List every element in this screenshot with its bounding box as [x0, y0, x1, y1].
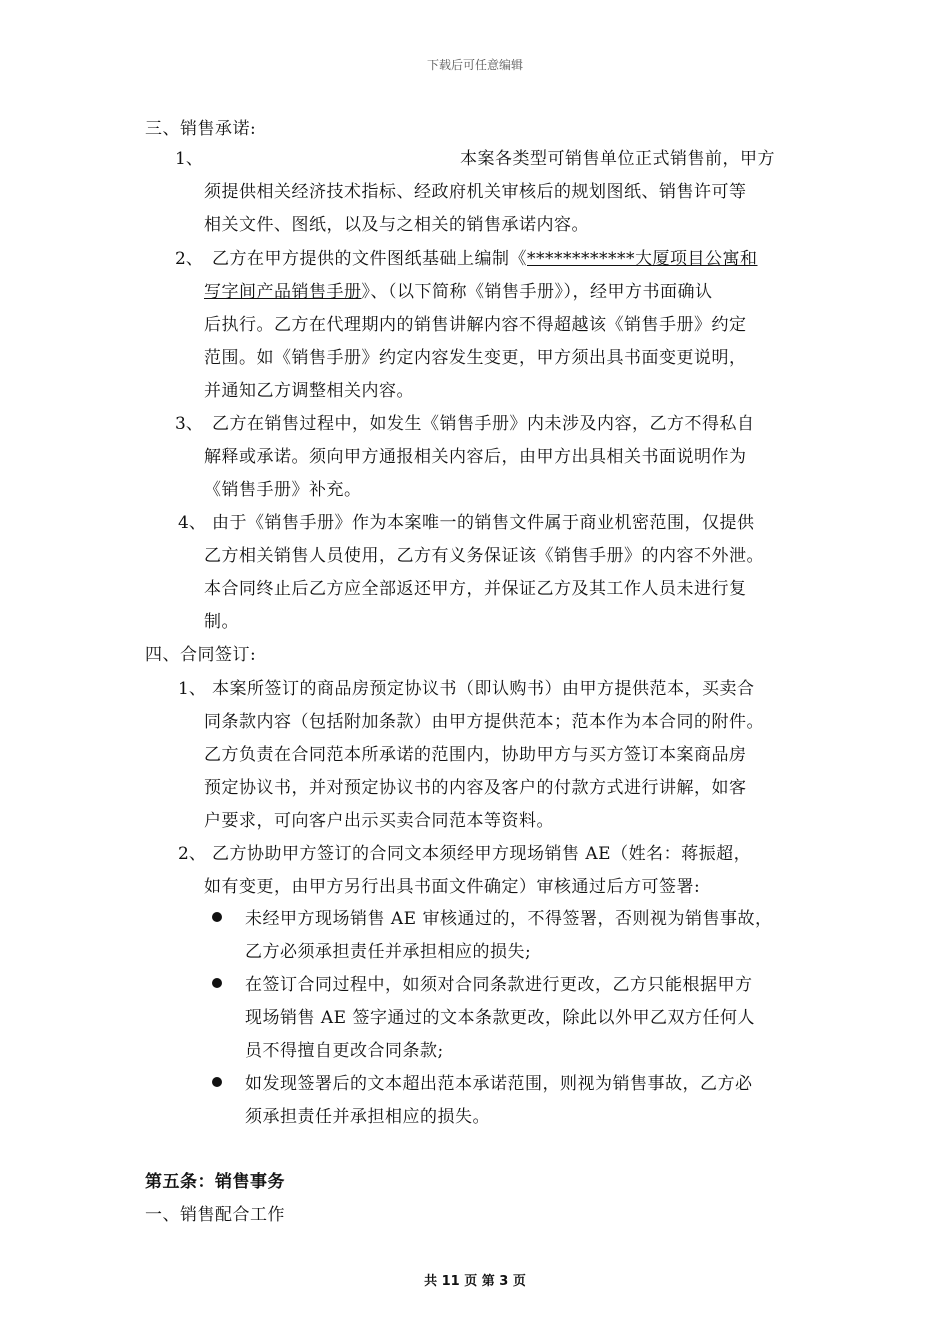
paragraph-line: 乙方在销售过程中，如发生《销售手册》内未涉及内容，乙方不得私自 [212, 414, 755, 434]
bullet-line: 员不得擅自更改合同条款; [245, 1041, 444, 1061]
item-number: 2、 [175, 249, 203, 269]
article-heading: 第五条：销售事务 [145, 1172, 285, 1192]
bullet-icon [212, 978, 222, 988]
section-heading: 三、销售承诺: [145, 119, 257, 139]
item-number: 3、 [175, 414, 203, 434]
section-heading: 一、销售配合工作 [145, 1205, 285, 1225]
paragraph-line: 由于《销售手册》作为本案唯一的销售文件属于商业机密范围，仅提供 [212, 513, 755, 533]
paragraph-line: 乙方协助甲方签订的合同文本须经甲方现场销售 AE（姓名：蒋振超， [212, 844, 752, 864]
item-number: 2、 [178, 844, 206, 864]
bullet-line: 现场销售 AE 签字通过的文本条款更改，除此以外甲乙双方任何人 [245, 1008, 755, 1028]
paragraph-line: 本案所签订的商品房预定协议书（即认购书）由甲方提供范本，买卖合 [212, 679, 755, 699]
paragraph-line: 本案各类型可销售单位正式销售前，甲方 [460, 149, 775, 169]
bullet-line: 乙方必须承担责任并承担相应的损失; [245, 942, 532, 962]
item-number: 4、 [178, 513, 206, 533]
manual-title-underlined: ************大厦项目公寓和 [527, 249, 758, 269]
paragraph-line: 同条款内容（包括附加条款）由甲方提供范本；范本作为本合同的附件。 [204, 712, 764, 732]
paragraph-line: 制。 [204, 612, 239, 632]
paragraph-line: 相关文件、图纸，以及与之相关的销售承诺内容。 [204, 215, 589, 235]
paragraph-line: 范围。如《销售手册》约定内容发生变更，甲方须出具书面变更说明， [204, 348, 747, 368]
paragraph-line: 乙方负责在合同范本所承诺的范围内，协助甲方与买方签订本案商品房 [204, 745, 747, 765]
paragraph-line: 乙方在甲方提供的文件图纸基础上编制《************大厦项目公寓和 [212, 249, 758, 269]
section-heading: 四、合同签订: [145, 645, 257, 665]
paragraph-line: 写字间产品销售手册》、（以下简称《销售手册》），经甲方书面确认 [204, 282, 713, 302]
page-footer: 共 11 页 第 3 页 [424, 1274, 526, 1289]
paragraph-line: 预定协议书，并对预定协议书的内容及客户的付款方式进行讲解，如客 [204, 778, 747, 798]
paragraph-line: 后执行。乙方在代理期内的销售讲解内容不得超越该《销售手册》约定 [204, 315, 747, 335]
bullet-line: 须承担责任并承担相应的损失。 [245, 1107, 490, 1127]
item-number: 1、 [178, 679, 206, 699]
bullet-icon [212, 912, 222, 922]
bullet-line: 在签订合同过程中，如须对合同条款进行更改，乙方只能根据甲方 [245, 975, 753, 995]
bullet-line: 如发现签署后的文本超出范本承诺范围，则视为销售事故，乙方必 [245, 1074, 753, 1094]
paragraph-line: 解释或承诺。须向甲方通报相关内容后，由甲方出具相关书面说明作为 [204, 447, 747, 467]
paragraph-line: 须提供相关经济技术指标、经政府机关审核后的规划图纸、销售许可等 [204, 182, 747, 202]
paragraph-line: 户要求，可向客户出示买卖合同范本等资料。 [204, 811, 554, 831]
bullet-icon [212, 1077, 222, 1087]
paragraph-line: 并通知乙方调整相关内容。 [204, 381, 414, 401]
paragraph-line: 乙方相关销售人员使用，乙方有义务保证该《销售手册》的内容不外泄。 [204, 546, 764, 566]
page-header: 下载后可任意编辑 [426, 58, 523, 72]
item-number: 1、 [175, 149, 203, 169]
paragraph-line: 本合同终止后乙方应全部返还甲方，并保证乙方及其工作人员未进行复 [204, 579, 747, 599]
paragraph-line: 如有变更，由甲方另行出具书面文件确定）审核通过后方可签署: [204, 877, 701, 897]
paragraph-line: 《销售手册》补充。 [204, 480, 362, 500]
bullet-line: 未经甲方现场销售 AE 审核通过的，不得签署，否则视为销售事故， [245, 909, 773, 929]
manual-title-underlined: 写字间产品销售手册 [204, 282, 362, 302]
